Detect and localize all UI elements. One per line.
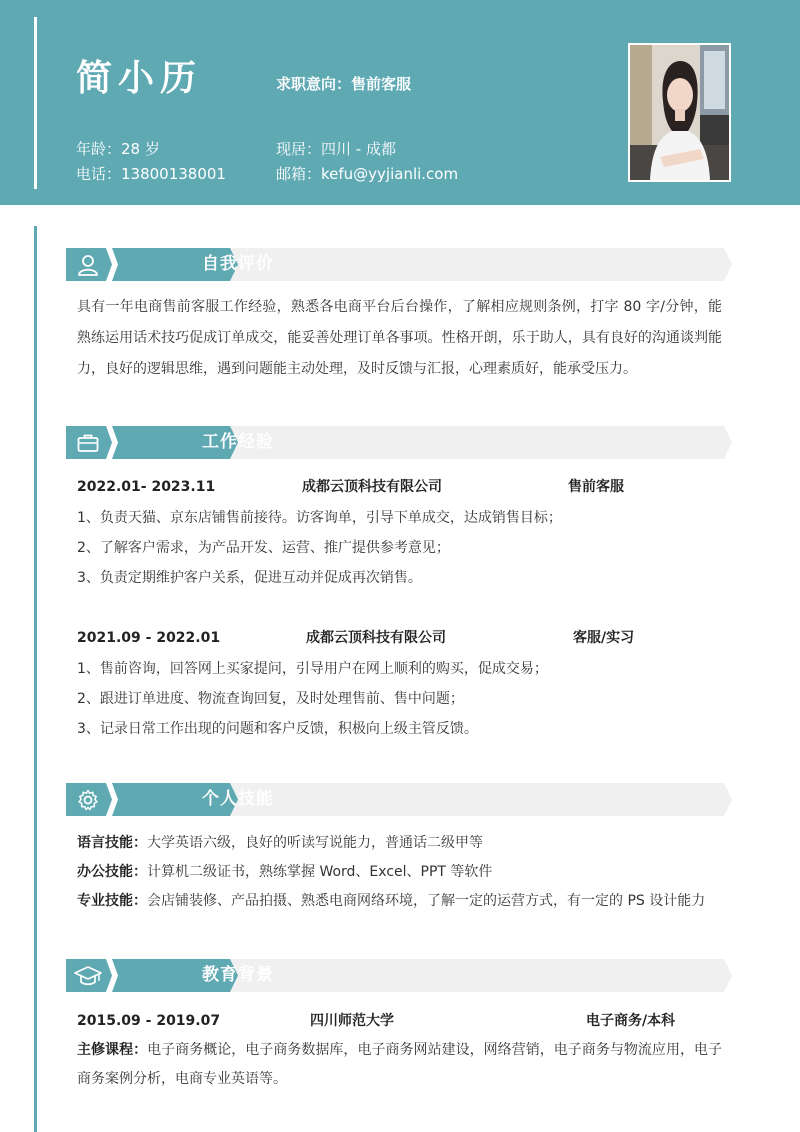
skill-item	[77, 862, 492, 882]
header-banner	[0, 0, 800, 205]
job-duty: 1、售前咨询，回答网上买家提问，引导用户在网上顺利的购买，促成交易；	[77, 661, 548, 677]
job-date: 2022.01- 2023.11	[77, 479, 216, 495]
skill-item	[77, 833, 483, 853]
job-date: 2021.09 - 2022.01	[77, 630, 221, 646]
section-ribbon	[66, 783, 732, 816]
courses-label: 主修课程：	[77, 1042, 148, 1058]
section-title-skills: 个人技能	[202, 789, 274, 809]
section-ribbon	[66, 426, 732, 459]
education-major: 电子商务/本科	[586, 1013, 676, 1029]
skill-label: 专业技能：	[77, 893, 147, 909]
section-title-self-eval: 自我评价	[202, 254, 274, 274]
age-info: 年龄：28 岁	[76, 140, 160, 158]
section-title-education: 教育背景	[202, 965, 274, 985]
section-ribbon	[66, 248, 732, 281]
job-duty: 3、负责定期维护客户关系，促进互动并促成再次销售。	[77, 570, 422, 586]
briefcase-icon	[76, 431, 100, 455]
education-school: 四川师范大学	[310, 1013, 394, 1029]
section-ribbon	[66, 959, 732, 992]
skill-text: 计算机二级证书，熟练掌握 Word、Excel、PPT 等软件	[147, 864, 493, 880]
timeline-line	[34, 226, 37, 1132]
profile-photo-illustration	[630, 45, 729, 180]
job-duty: 3、记录日常工作出现的问题和客户反馈，积极向上级主管反馈。	[77, 721, 478, 737]
education-courses	[77, 1036, 722, 1094]
profile-photo	[628, 43, 731, 182]
education-date: 2015.09 - 2019.07	[77, 1013, 221, 1029]
skill-label: 语言技能：	[77, 835, 147, 851]
header-accent-bar	[34, 17, 37, 189]
phone-info: 电话：13800138001	[76, 165, 226, 183]
skill-text: 大学英语六级，良好的听读写说能力，普通话二级甲等	[147, 835, 483, 851]
residence-info: 现居：四川 - 成都	[276, 140, 396, 158]
skill-text: 会店铺装修、产品拍摄、熟悉电商网络环境，了解一定的运营方式，有一定的 PS 设计能力	[147, 893, 706, 909]
skill-item	[77, 891, 705, 911]
section-header-education	[66, 959, 732, 992]
job-duty: 2、了解客户需求，为产品开发、运营、推广提供参考意见；	[77, 540, 450, 556]
section-title-work: 工作经验	[202, 432, 274, 452]
job-duty: 2、跟进订单进度、物流查询回复，及时处理售前、售中问题；	[77, 691, 464, 707]
section-header-self-eval	[66, 248, 732, 281]
skill-label: 办公技能：	[77, 864, 147, 880]
job-duty: 1、负责天猫、京东店铺售前接待。访客询单，引导下单成交，达成销售目标；	[77, 510, 562, 526]
candidate-name: 简小历	[76, 58, 203, 99]
job-company: 成都云顶科技有限公司	[302, 479, 442, 495]
user-icon	[76, 253, 100, 277]
courses-text: 电子商务概论，电子商务数据库，电子商务网站建设，网络营销，电子商务与物流应用，电子商务案例分析，电商专业英语等。	[77, 1042, 723, 1087]
section-header-work	[66, 426, 732, 459]
self-evaluation-text: 具有一年电商售前客服工作经验，熟悉各电商平台后台操作，了解相应规则条例，打字 80 字/分钟，能熟练运用话术技巧促成订单成交，能妥善处理订单各事项。性格开朗，乐于助人，具有良好的沟通谈判能力，良好的逻辑思维，遇到问题能主动处理，及时反馈与汇报，心理素质好，能承受压力。	[77, 299, 722, 377]
job-objective: 求职意向：售前客服	[276, 75, 412, 93]
graduation-cap-icon	[74, 964, 102, 988]
job-company: 成都云顶科技有限公司	[306, 630, 446, 646]
email-info: 邮箱：kefu@yyjianli.com	[276, 165, 459, 183]
job-role: 售前客服	[568, 479, 624, 495]
job-role: 客服/实习	[573, 630, 635, 646]
section-header-skills	[66, 783, 732, 816]
gear-icon	[76, 788, 100, 812]
